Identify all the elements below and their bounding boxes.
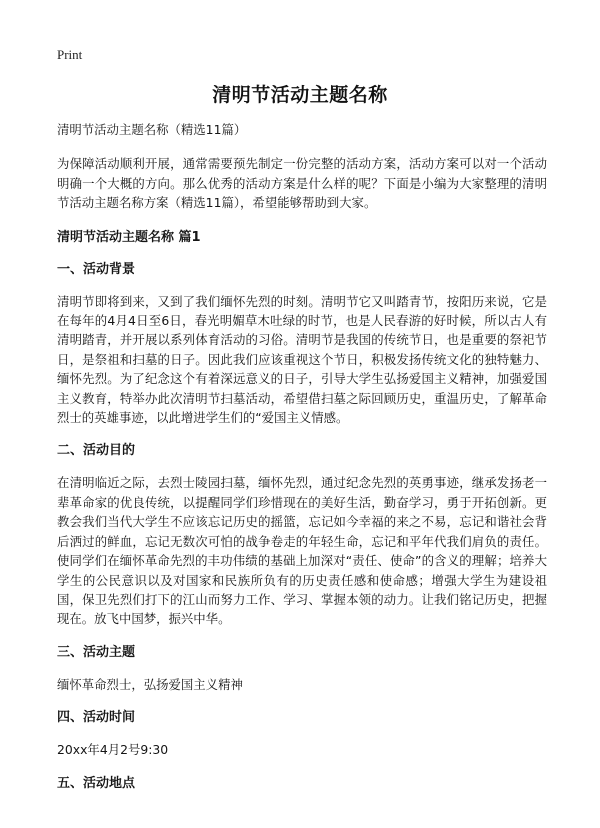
section-heading-theme: 三、活动主题 (57, 644, 136, 660)
article-content (57, 120, 547, 806)
section-text-background: 清明节即将到来，又到了我们缅怀先烈的时刻。清明节它又叫踏青节，按阳历来说，它是在每年的4月4日至6日，春光明媚草木吐绿的时节，也是人民春游的好时候，所以古人有清明踏青，并开展以系列体育活动的习俗。清明节是我国的传统节日，也是重要的祭祀节日，是祭祖和扫墓的日子。因此我们应该重视这个节日，积极发扬传统文化的独特魅力、缅怀先烈。为了纪念这个有着深远意义的日子，引导大学生弘扬爱国主义精神，加强爱国主义教育，特举办此次清明节扫墓活动，希望借扫墓之际回顾历史，重温历史，了解革命烈士的英雄事迹，以此增进学生们的“爱国主义情感。 (57, 293, 547, 426)
section-text-theme: 缅怀革命烈士，弘扬爱国主义精神 (57, 676, 243, 692)
article-heading: 清明节活动主题名称 篇1 (57, 229, 201, 245)
section-heading-purpose: 二、活动目的 (57, 443, 136, 459)
intro-paragraph: 为保障活动顺利开展，通常需要预先制定一份完整的活动方案，活动方案可以对一个活动明确一个大概的方向。那么优秀的活动方案是什么样的呢？下面是小编为大家整理的清明节活动主题名称方案（精选11篇），希望能够帮助到大家。 (57, 156, 547, 211)
section-heading-background: 一、活动背景 (57, 261, 136, 277)
page-title: 清明节活动主题名称 (212, 84, 388, 106)
print-link[interactable]: Print (57, 47, 83, 62)
section-text-time: 20xx年4月2号9:30 (57, 742, 169, 758)
section-heading-location: 五、活动地点 (57, 775, 136, 791)
section-text-purpose: 在清明临近之际，去烈士陵园扫墓，缅怀先烈，通过纪念先烈的英勇事迹，继承发扬老一辈革命家的优良传统，以提醒同学们珍惜现在的美好生活，勤奋学习，勇于开拓创新。更教会我们当代大学生不应该忘记历史的摇篮，忘记如今幸福的来之不易，忘记和谐社会背后洒过的鲜血，忘记无数次可怕的战争卷走的年轻生命，忘记和平年代我们肩负的责任。使同学们在缅怀革命先烈的丰功伟绩的基础上加深对“责任、使命”的含义的理解；培养大学生的公民意识以及对国家和民族所负有的历史责任感和使命感；增强大学生为建设祖国，保卫先烈们打下的江山而努力工作、学习、掌握本领的动力。让我们铭记历史，把握现在。放飞中国梦，振兴中华。 (57, 475, 547, 627)
subtitle-text: 清明节活动主题名称（精选11篇） (57, 122, 247, 137)
section-heading-time: 四、活动时间 (57, 710, 136, 726)
